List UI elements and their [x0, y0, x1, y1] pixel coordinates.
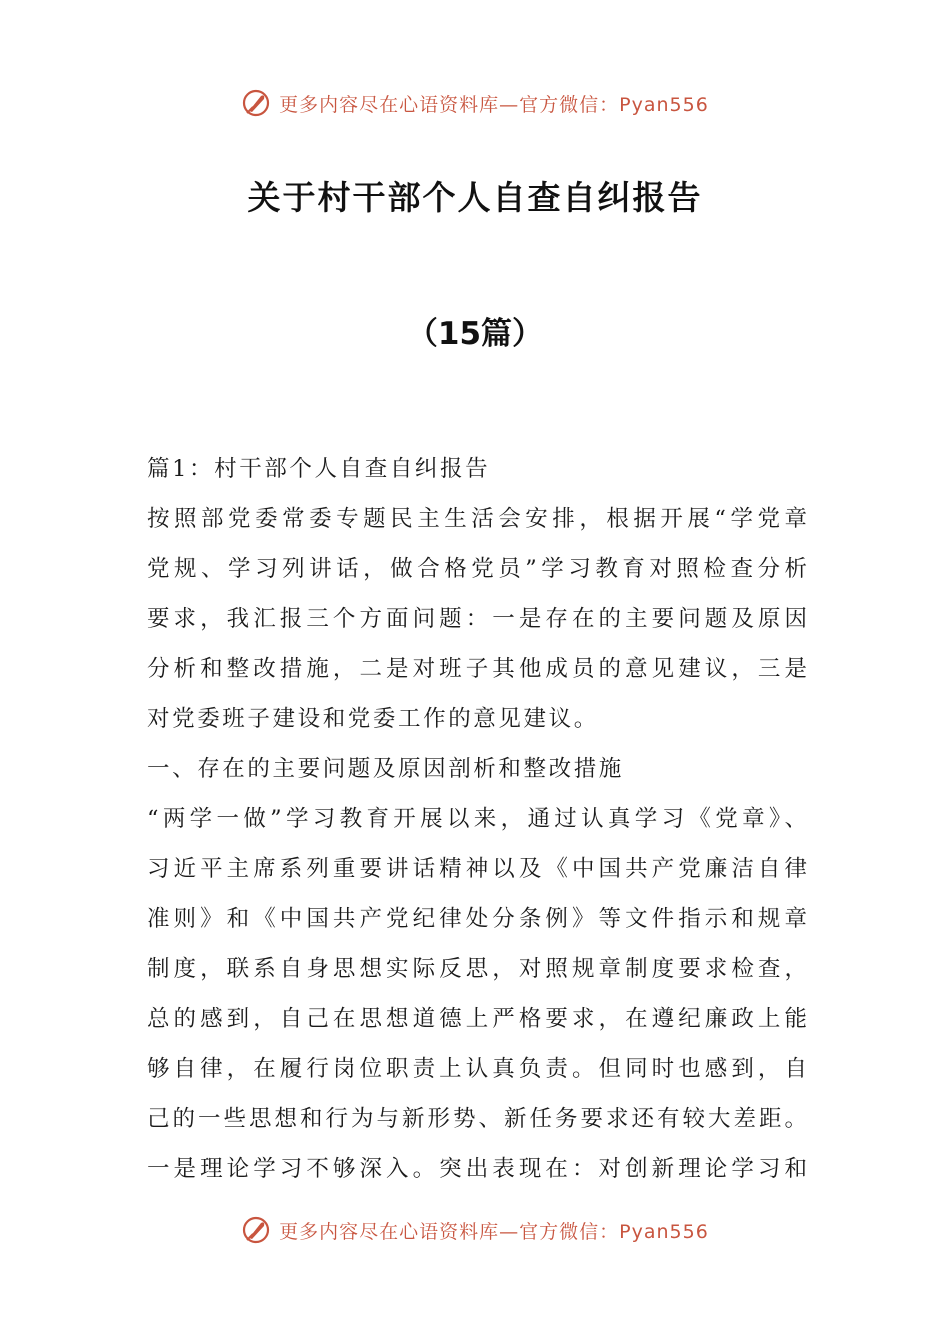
body-line: 按照部党委常委专题民主生活会安排，根据开展“学党章: [147, 506, 807, 532]
body-line: 一是理论学习不够深入。突出表现在：对创新理论学习和: [147, 1156, 807, 1182]
quill-pen-logo-icon: [241, 88, 271, 118]
body-line: 要求，我汇报三个方面问题：一是存在的主要问题及原因: [147, 606, 807, 632]
document-body: [147, 444, 807, 1194]
body-line: 总的感到，自己在思想道德上严格要求，在遵纪廉政上能: [147, 1006, 807, 1032]
body-line: 准则》和《中国共产党纪律处分条例》等文件指示和规章: [147, 906, 807, 932]
body-line: 分析和整改措施，二是对班子其他成员的意见建议，三是: [147, 656, 807, 682]
footer-watermark: [0, 1210, 950, 1250]
body-line: 己的一些思想和行为与新形势、新任务要求还有较大差距。: [147, 1106, 807, 1132]
body-line: 对党委班子建设和党委工作的意见建议。: [147, 706, 599, 732]
subsection-heading: 一、存在的主要问题及原因剖析和整改措施: [147, 756, 624, 782]
quill-pen-logo-icon: [241, 1215, 271, 1245]
body-line: 党规、学习列讲话，做合格党员”学习教育对照检查分析: [147, 556, 807, 582]
document-title: 关于村干部个人自查自纠报告: [247, 178, 703, 217]
watermark-wechat-id: Pyan556: [619, 1220, 709, 1243]
body-line: “两学一做”学习教育开展以来，通过认真学习《党章》、: [147, 806, 807, 832]
section-heading: 篇1：村干部个人自查自纠报告: [147, 456, 491, 482]
watermark-text: 更多内容尽在心语资料库—官方微信：Pyan556: [279, 1220, 709, 1243]
watermark-text: 更多内容尽在心语资料库—官方微信：Pyan556: [279, 93, 709, 116]
header-watermark: [0, 83, 950, 123]
body-line: 习近平主席系列重要讲话精神以及《中国共产党廉洁自律: [147, 856, 807, 882]
document-subtitle: （15篇）: [406, 316, 544, 352]
watermark-wechat-id: Pyan556: [619, 93, 709, 116]
body-line: 制度，联系自身思想实际反思，对照规章制度要求检查，: [147, 956, 807, 982]
body-line: 够自律，在履行岗位职责上认真负责。但同时也感到，自: [147, 1056, 807, 1082]
